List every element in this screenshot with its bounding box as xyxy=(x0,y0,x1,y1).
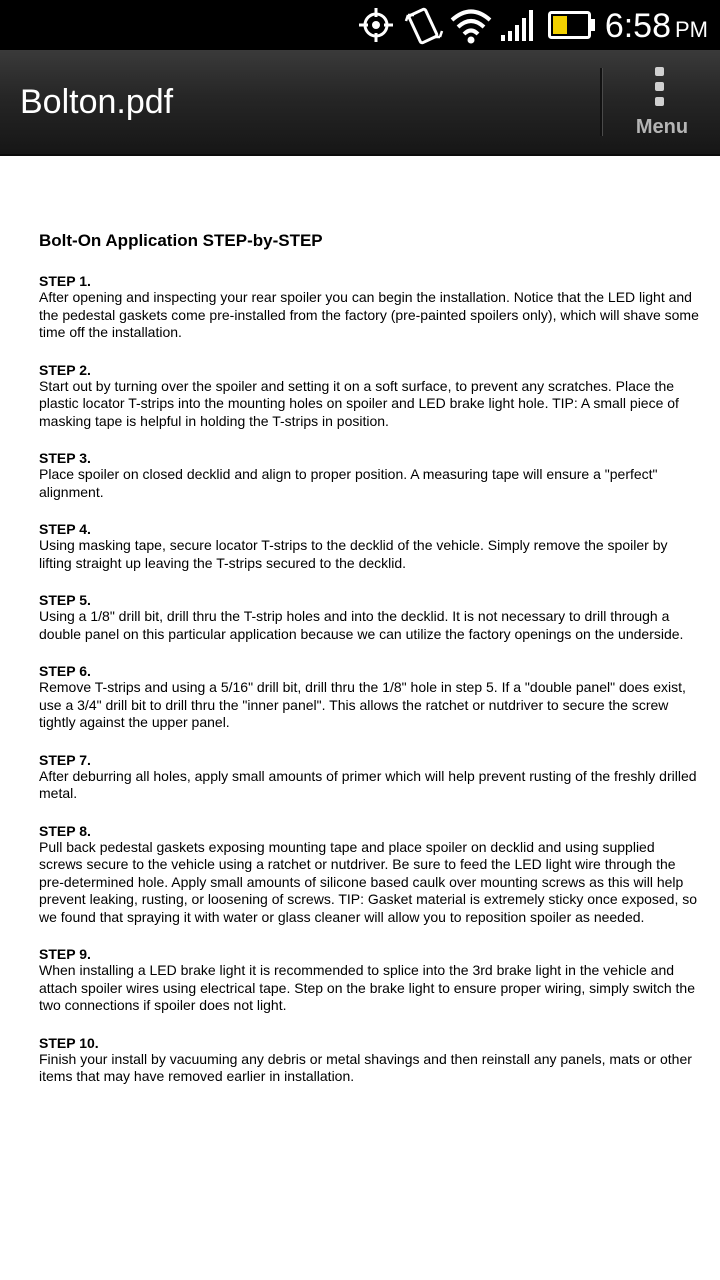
step-block xyxy=(39,751,699,803)
step-text: Remove T-strips and using a 5/16" drill bit, drill thru the 1/8" hole in step 5. If a "double panel" does exist, use a 3/4" drill bit to drill thru the "inner panel". This allows the ratchet or nutdriver to secure the screw tightly against the upper panel. xyxy=(39,679,686,730)
signal-icon xyxy=(500,7,538,48)
status-bar xyxy=(0,0,720,50)
rotate-icon xyxy=(404,7,444,50)
step-heading: STEP 8. xyxy=(39,822,91,839)
menu-label: Menu xyxy=(635,116,689,138)
step-block xyxy=(39,662,699,732)
action-bar-divider xyxy=(600,68,603,136)
pdf-page[interactable] xyxy=(39,230,699,1105)
step-text: Finish your install by vacuuming any debris or metal shavings and then reinstall any panels, mats or other items that may have removed earlier in installation. xyxy=(39,1050,692,1084)
time-value: 6:58 xyxy=(604,7,671,45)
time-ampm: PM xyxy=(675,17,708,42)
step-heading: STEP 3. xyxy=(39,450,91,466)
step-text: After opening and inspecting your rear spoiler you can begin the installation. Notice that the LED light and the pedestal gaskets come pre-installed from the factory (pre-painted spoilers only), which will shave some time off the installation. xyxy=(39,289,699,340)
step-block xyxy=(39,1034,699,1086)
doc-heading: Bolt-On Application STEP-by-STEP xyxy=(39,231,323,250)
document-title: Bolton.pdf xyxy=(20,83,174,121)
overflow-menu-icon xyxy=(655,67,665,113)
step-block xyxy=(39,361,699,431)
step-text: After deburring all holes, apply small amounts of primer which will help prevent rusting of the freshly drilled metal. xyxy=(39,767,697,801)
step-block xyxy=(39,945,699,1015)
step-heading: STEP 4. xyxy=(39,521,91,537)
wifi-icon xyxy=(450,7,492,50)
step-text: Using masking tape, secure locator T-strips to the decklid of the vehicle. Simply remove the spoiler by lifting straight up leaving the T-strips secured to the decklid. xyxy=(39,537,668,571)
action-bar xyxy=(0,50,720,156)
step-block xyxy=(39,520,699,572)
battery-icon xyxy=(548,11,596,44)
step-heading: STEP 6. xyxy=(39,663,91,679)
gps-icon xyxy=(358,7,394,48)
step-text: Using a 1/8" drill bit, drill thru the T-strip holes and into the decklid. It is not necessary to drill through a double panel on this particular application because we can utilize the factory openings on the underside. xyxy=(39,608,684,642)
step-text: When installing a LED brake light it is recommended to splice into the 3rd brake light in the vehicle and attach spoiler wires using electrical tape. Step on the brake light to ensure proper wiring, simply switch the two connections if spoiler does not light. xyxy=(39,962,695,1013)
step-text: Start out by turning over the spoiler and setting it on a soft surface, to prevent any scratches. Place the plastic locator T-strips into the mounting holes on spoiler and LED brake light hole. TIP: A small piece of masking tape is helpful in holding the T-strips in position. xyxy=(39,377,679,429)
menu-button[interactable] xyxy=(604,50,720,154)
step-block xyxy=(39,449,699,501)
step-text: Place spoiler on closed decklid and align to proper position. A measuring tape will ensure a "perfect" alignment. xyxy=(39,466,658,500)
step-heading: STEP 5. xyxy=(39,592,91,608)
step-heading: STEP 2. xyxy=(39,361,91,378)
step-heading: STEP 9. xyxy=(39,946,91,962)
step-heading: STEP 10. xyxy=(39,1034,99,1051)
step-text: Pull back pedestal gaskets exposing mounting tape and place spoiler on decklid and using supplied screws secure to the vehicle using a ratchet or nutdriver. Be sure to feed the LED light wire through the pre-determined hole. Apply small amounts of silicone based caulk over mounting screws as this will help prevent leaking, rusting, or loosening of screws. TIP: Gasket material is extremely sticky once exposed, so we found that spraying it with water or glass cleaner will allow you to reposition spoiler as needed. xyxy=(39,838,698,925)
step-block xyxy=(39,591,699,643)
step-heading: STEP 7. xyxy=(39,751,91,768)
step-block xyxy=(39,272,699,342)
status-time xyxy=(605,6,708,46)
step-block xyxy=(39,822,699,927)
step-heading: STEP 1. xyxy=(39,273,91,289)
